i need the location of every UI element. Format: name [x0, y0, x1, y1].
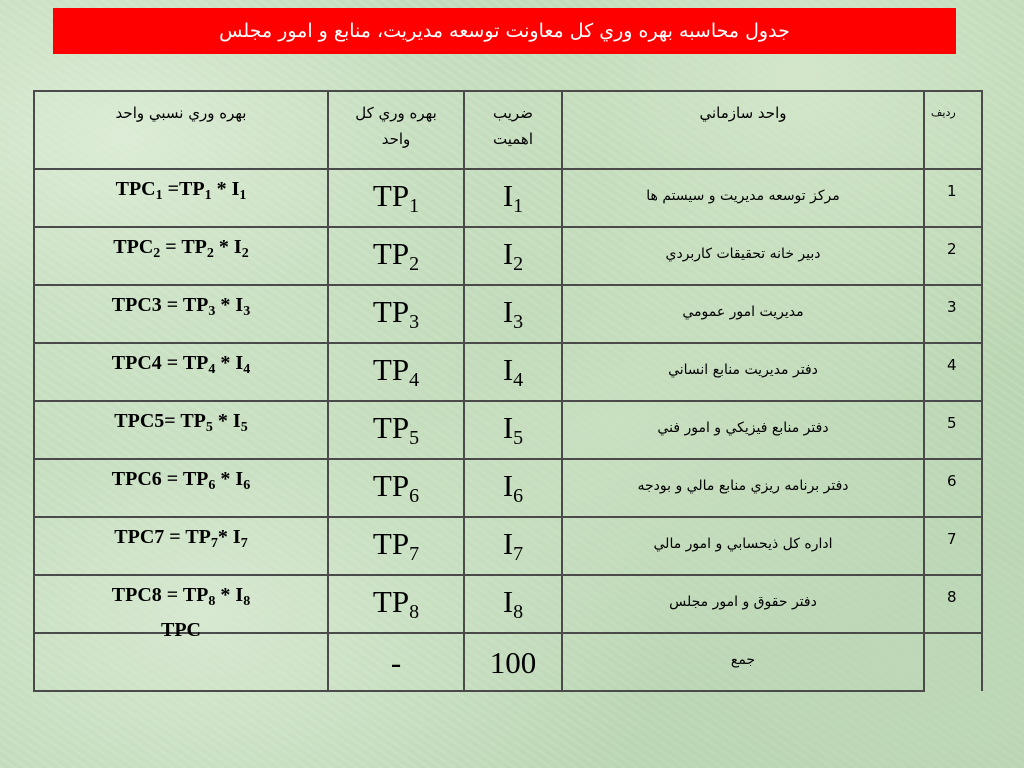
table-row — [34, 517, 982, 575]
formula-index: 8 — [208, 594, 216, 609]
formula-part: * I — [212, 410, 241, 432]
importance-symbol-base: I — [502, 178, 514, 213]
formula-index: 7 — [240, 536, 248, 551]
productivity-symbol — [328, 343, 464, 401]
header-importance: ضريب اهميت — [464, 91, 562, 169]
productivity-symbol — [328, 517, 464, 575]
header-productivity: بهره وري كل واحد — [328, 91, 464, 169]
importance-symbol-base: I — [502, 526, 514, 561]
total-label: جمع — [562, 633, 924, 691]
formula-text — [35, 294, 327, 320]
productivity-symbol — [328, 459, 464, 517]
importance-symbol-base: I — [502, 294, 514, 329]
importance-symbol-text — [503, 528, 523, 564]
importance-symbol — [464, 169, 562, 227]
importance-symbol-index: 4 — [513, 369, 524, 391]
productivity-symbol-index: 2 — [409, 253, 420, 275]
formula-part: * I — [211, 178, 240, 200]
productivity-symbol-index: 3 — [409, 311, 420, 333]
productivity-symbol-text — [373, 238, 419, 274]
importance-symbol-text — [503, 296, 523, 332]
row-number: 8 — [924, 575, 982, 633]
formula-index: 2 — [241, 246, 249, 261]
importance-symbol-base: I — [502, 468, 514, 503]
importance-symbol-text — [503, 238, 523, 274]
productivity-symbol-base: TP — [372, 468, 410, 503]
row-number: 2 — [924, 227, 982, 285]
unit-name: مركز توسعه مديريت و سيستم ها — [562, 169, 924, 227]
formula-part: TPC8 = TP — [111, 584, 209, 606]
formula-part: TPC5= TP — [114, 410, 206, 432]
total-relative — [34, 619, 328, 691]
row-number: 7 — [924, 517, 982, 575]
formula-text — [35, 526, 327, 552]
productivity-symbol-text — [373, 586, 419, 622]
formula-part: TPC3 = TP — [111, 294, 209, 316]
formula-index: 7 — [210, 536, 218, 551]
formula-part: =TP — [162, 178, 205, 200]
formula-text — [35, 352, 327, 378]
unit-name: اداره كل ذيحسابي و امور مالي — [562, 517, 924, 575]
formula-index: 4 — [243, 362, 251, 377]
productivity-symbol-text — [373, 354, 419, 390]
formula-text — [35, 410, 327, 436]
total-importance — [464, 633, 562, 691]
formula-index: 5 — [205, 420, 213, 435]
importance-symbol-index: 1 — [513, 195, 524, 217]
productivity-symbol-index: 7 — [409, 543, 420, 565]
formula-part: * I — [215, 352, 244, 374]
productivity-table — [33, 90, 983, 692]
unit-name: دفتر مديريت منابع انساني — [562, 343, 924, 401]
row-number: 3 — [924, 285, 982, 343]
productivity-symbol-index: 1 — [409, 195, 420, 217]
importance-symbol-index: 5 — [513, 427, 524, 449]
importance-symbol — [464, 343, 562, 401]
importance-symbol-base: I — [502, 410, 514, 445]
formula-part: TPC7 = TP — [114, 526, 211, 548]
header-unit: واحد سازماني — [562, 91, 924, 169]
relative-productivity-formula — [34, 227, 328, 285]
importance-symbol-text — [503, 354, 523, 390]
formula-text — [35, 236, 327, 262]
formula-part: TPC6 = TP — [111, 468, 209, 490]
formula-index: 1 — [239, 188, 247, 203]
formula-part: TPC — [115, 178, 156, 200]
productivity-symbol-base: TP — [372, 236, 410, 271]
formula-text — [35, 468, 327, 494]
importance-symbol — [464, 227, 562, 285]
importance-symbol — [464, 285, 562, 343]
productivity-symbol-index: 5 — [409, 427, 420, 449]
importance-symbol-index: 6 — [513, 485, 524, 507]
productivity-symbol-base: TP — [372, 584, 410, 619]
productivity-symbol-index: 6 — [409, 485, 420, 507]
unit-name: دبير خانه تحقيقات كاربردي — [562, 227, 924, 285]
total-importance-value: 100 — [489, 644, 537, 680]
formula-part: TPC — [113, 236, 154, 258]
importance-symbol-index: 3 — [513, 311, 524, 333]
relative-productivity-formula — [34, 169, 328, 227]
productivity-symbol-base: TP — [372, 410, 410, 445]
formula-index: 3 — [243, 304, 251, 319]
importance-symbol-text — [503, 180, 523, 216]
importance-symbol-base: I — [502, 236, 514, 271]
total-row — [34, 633, 982, 691]
formula-text — [35, 178, 327, 204]
page-title: جدول محاسبه بهره وري كل معاونت توسعه مديريت، منابع و امور مجلس — [53, 8, 956, 54]
relative-productivity-formula — [34, 517, 328, 575]
formula-index: 3 — [208, 304, 216, 319]
relative-productivity-formula — [34, 401, 328, 459]
productivity-symbol-text — [373, 412, 419, 448]
productivity-symbol — [328, 575, 464, 633]
importance-symbol-index: 8 — [513, 601, 524, 623]
importance-symbol-text — [503, 412, 523, 448]
formula-part: * I — [215, 294, 244, 316]
productivity-symbol-text — [373, 296, 419, 332]
table-row — [34, 401, 982, 459]
total-relative-value: TPC — [161, 619, 201, 641]
importance-symbol-base: I — [502, 352, 514, 387]
importance-symbol — [464, 517, 562, 575]
formula-index: 4 — [208, 362, 216, 377]
row-number: 1 — [924, 169, 982, 227]
row-number: 6 — [924, 459, 982, 517]
formula-part: TPC4 = TP — [111, 352, 209, 374]
importance-symbol-index: 2 — [513, 253, 524, 275]
productivity-symbol-base: TP — [372, 178, 410, 213]
table-row — [34, 227, 982, 285]
relative-productivity-formula — [34, 343, 328, 401]
productivity-symbol — [328, 401, 464, 459]
formula-index: 1 — [155, 188, 163, 203]
unit-name: دفتر برنامه ريزي منابع مالي و بودجه — [562, 459, 924, 517]
productivity-symbol-text — [373, 528, 419, 564]
table-row — [34, 285, 982, 343]
table-header-row — [34, 91, 982, 169]
importance-symbol — [464, 575, 562, 633]
table-row — [34, 169, 982, 227]
unit-name: دفتر حقوق و امور مجلس — [562, 575, 924, 633]
productivity-symbol-index: 4 — [409, 369, 420, 391]
importance-symbol — [464, 459, 562, 517]
importance-symbol-base: I — [502, 584, 514, 619]
formula-part: * I — [215, 584, 244, 606]
formula-index: 2 — [153, 246, 161, 261]
productivity-symbol — [328, 169, 464, 227]
row-number: 5 — [924, 401, 982, 459]
total-productivity — [328, 633, 464, 691]
header-relative-productivity: بهره وري نسبي واحد — [34, 91, 328, 169]
formula-part: = TP — [160, 236, 207, 258]
formula-text — [35, 584, 327, 610]
productivity-symbol — [328, 227, 464, 285]
relative-productivity-formula — [34, 285, 328, 343]
total-row-number — [924, 633, 982, 691]
formula-index: 5 — [240, 420, 248, 435]
formula-index: 6 — [208, 478, 216, 493]
unit-name: دفتر منابع فيزيكي و امور فني — [562, 401, 924, 459]
importance-symbol-index: 7 — [513, 543, 524, 565]
importance-symbol-text — [503, 470, 523, 506]
productivity-symbol-text — [373, 180, 419, 216]
formula-index: 8 — [243, 594, 251, 609]
formula-part: * I — [217, 526, 241, 548]
formula-index: 2 — [206, 246, 214, 261]
formula-part: * I — [213, 236, 242, 258]
importance-symbol-text — [503, 586, 523, 622]
row-number: 4 — [924, 343, 982, 401]
table-row — [34, 459, 982, 517]
productivity-symbol-base: TP — [372, 526, 410, 561]
unit-name: مديريت امور عمومي — [562, 285, 924, 343]
table-row — [34, 343, 982, 401]
relative-productivity-formula — [34, 459, 328, 517]
productivity-symbol-base: TP — [372, 294, 410, 329]
header-row-number: رديف — [924, 91, 982, 169]
formula-index: 6 — [243, 478, 251, 493]
formula-part: * I — [215, 468, 244, 490]
productivity-symbol-text — [373, 470, 419, 506]
formula-index: 1 — [204, 188, 212, 203]
importance-symbol — [464, 401, 562, 459]
total-productivity-value: - — [390, 644, 402, 680]
productivity-symbol — [328, 285, 464, 343]
productivity-symbol-base: TP — [372, 352, 410, 387]
productivity-symbol-index: 8 — [409, 601, 420, 623]
